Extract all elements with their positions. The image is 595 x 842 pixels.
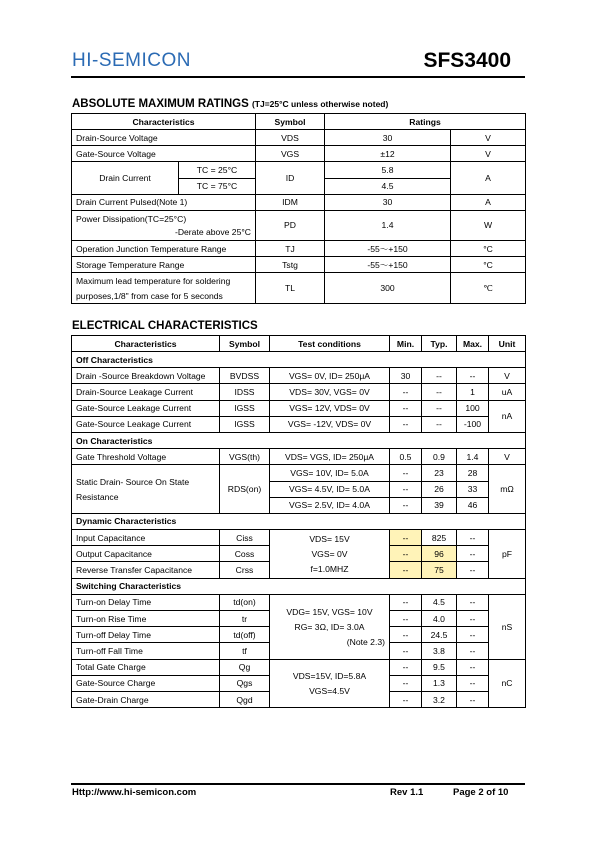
amr-header-ratings: Ratings (325, 114, 526, 130)
ec-max: -- (457, 627, 489, 643)
ec-row-idss (72, 384, 526, 400)
amr-rating: 30 (325, 194, 451, 210)
amr-char: Gate-Source Voltage (72, 146, 256, 162)
ec-header-max: Max. (457, 336, 489, 352)
ec-max: -- (457, 659, 489, 675)
ec-char: Turn-on Delay Time (72, 594, 220, 610)
ec-condition: VDS= 30V, VGS= 0V (270, 384, 390, 400)
ec-cond-line1: VDS= 15V (309, 533, 350, 544)
amr-rating: ±12 (325, 146, 451, 162)
ec-section-switching (72, 578, 526, 594)
ec-symbol: Qgs (220, 675, 270, 691)
ec-row-qg (72, 659, 526, 675)
ec-header-unit: Unit (489, 336, 526, 352)
amr-row-tstg (72, 257, 526, 273)
amr-char: Drain Current Pulsed(Note 1) (72, 194, 256, 210)
ec-max: -- (457, 594, 489, 610)
amr-title: ABSOLUTE MAXIMUM RATINGS (72, 98, 249, 110)
ec-typ: 24.5 (422, 627, 457, 643)
ec-max: 100 (457, 400, 489, 416)
ec-symbol: Coss (220, 546, 270, 562)
ec-typ: -- (422, 368, 457, 384)
ec-max: -- (457, 562, 489, 578)
ec-section-title: ELECTRICAL CHARACTERISTICS (72, 320, 258, 332)
ec-symbol: Ciss (220, 530, 270, 546)
ec-symbol: RDS(on) (220, 465, 270, 514)
amr-char: Drain Current (72, 162, 179, 194)
ec-char: Drain-Source Leakage Current (72, 384, 220, 400)
ec-char: Gate-Source Charge (72, 675, 220, 691)
ec-char: Turn-off Delay Time (72, 627, 220, 643)
ec-section-off (72, 352, 526, 368)
ec-char-line2: Resistance (76, 491, 119, 502)
amr-char-line2: -Derate above 25°C (174, 226, 252, 237)
amr-unit: A (451, 162, 526, 194)
ec-min: -- (390, 675, 422, 691)
footer-rule (71, 783, 525, 785)
ec-cond-line1: VDS=15V, ID=5.8A (292, 670, 367, 681)
ec-typ: 4.0 (422, 611, 457, 627)
amr-unit: ℃ (451, 273, 526, 304)
ec-unit: uA (489, 384, 526, 400)
ec-min: 0.5 (390, 449, 422, 465)
amr-symbol: VDS (256, 130, 325, 146)
ec-cond-line3: (Note 2.3) (346, 636, 385, 647)
footer-url[interactable]: Http://www.hi-semicon.com (72, 787, 197, 798)
amr-char-line1: Power Dissipation(TC=25°C) (76, 213, 187, 224)
ec-symbol: Crss (220, 562, 270, 578)
ec-typ: 9.5 (422, 659, 457, 675)
amr-header-symbol: Symbol (256, 114, 325, 130)
ec-cond-line2: RG= 3Ω, ID= 3.0A (294, 621, 365, 632)
amr-rating: 1.4 (325, 210, 451, 240)
ec-header-typ: Typ. (422, 336, 457, 352)
section-label: Off Characteristics (72, 352, 526, 368)
ec-min: -- (390, 481, 422, 497)
ec-row-vgsth (72, 449, 526, 465)
ec-typ: 3.2 (422, 691, 457, 707)
ec-typ: -- (422, 384, 457, 400)
amr-symbol: VGS (256, 146, 325, 162)
ec-symbol: IGSS (220, 400, 270, 416)
ec-char-line1: Static Drain- Source On State (76, 476, 190, 487)
ec-char: Gate Threshold Voltage (72, 449, 220, 465)
ec-min: -- (390, 530, 422, 546)
ec-min: -- (390, 659, 422, 675)
ec-char: Drain -Source Breakdown Voltage (72, 368, 220, 384)
ec-char: Output Capacitance (72, 546, 220, 562)
amr-rating: 300 (325, 273, 451, 304)
ec-condition: VGS= 4.5V, ID= 5.0A (270, 481, 390, 497)
ec-condition (270, 530, 390, 579)
company-logo: HI-SEMICON (72, 50, 191, 71)
ec-condition (270, 594, 390, 659)
amr-row-tl (72, 273, 526, 304)
amr-unit: °C (451, 257, 526, 273)
ec-char: Turn-on Rise Time (72, 611, 220, 627)
ec-char: Gate-Source Leakage Current (72, 416, 220, 432)
ec-cond-line2: VGS=4.5V (309, 685, 350, 696)
amr-unit: V (451, 130, 526, 146)
ec-symbol: td(on) (220, 594, 270, 610)
ec-row-bvdss (72, 368, 526, 384)
ec-unit: nC (489, 659, 526, 708)
ec-header-min: Min. (390, 336, 422, 352)
ec-min: -- (390, 611, 422, 627)
ec-typ: 26 (422, 481, 457, 497)
ec-min: -- (390, 497, 422, 513)
ec-symbol: td(off) (220, 627, 270, 643)
amr-char-line2: purposes,1/8" from case for 5 seconds (76, 290, 223, 301)
ec-min: -- (390, 562, 422, 578)
header-rule (71, 76, 525, 78)
ec-char (72, 465, 220, 514)
ec-typ: 23 (422, 465, 457, 481)
amr-symbol: TJ (256, 240, 325, 256)
ec-row-ciss (72, 530, 526, 546)
amr-char: Storage Temperature Range (72, 257, 256, 273)
amr-symbol: PD (256, 210, 325, 240)
amr-row-idm (72, 194, 526, 210)
ec-min: -- (390, 400, 422, 416)
ec-condition: VGS= 2.5V, ID= 4.0A (270, 497, 390, 513)
amr-rating: 30 (325, 130, 451, 146)
ec-header-char: Characteristics (72, 336, 220, 352)
ec-min: -- (390, 643, 422, 659)
ec-typ: 4.5 (422, 594, 457, 610)
ec-row-rds1 (72, 465, 526, 481)
ec-max: 28 (457, 465, 489, 481)
ec-symbol: tr (220, 611, 270, 627)
amr-row-id-25 (72, 162, 526, 178)
electrical-characteristics-table (71, 335, 526, 708)
ec-char: Input Capacitance (72, 530, 220, 546)
amr-unit: W (451, 210, 526, 240)
ec-typ: 0.9 (422, 449, 457, 465)
amr-symbol: Tstg (256, 257, 325, 273)
section-label: Switching Characteristics (72, 578, 526, 594)
ec-max: -- (457, 691, 489, 707)
ec-typ: 825 (422, 530, 457, 546)
part-number: SFS3400 (423, 49, 511, 72)
ec-typ: 1.3 (422, 675, 457, 691)
amr-char-line1: Maximum lead temperature for soldering (76, 275, 231, 286)
ec-symbol: VGS(th) (220, 449, 270, 465)
ec-min: -- (390, 465, 422, 481)
ec-min: -- (390, 691, 422, 707)
ec-symbol: Qg (220, 659, 270, 675)
ec-row-igss-rev (72, 416, 526, 432)
amr-condition: TC = 25°C (179, 162, 256, 178)
ec-symbol: BVDSS (220, 368, 270, 384)
amr-unit: V (451, 146, 526, 162)
ec-max: 33 (457, 481, 489, 497)
amr-rating: -55～+150 (325, 257, 451, 273)
amr-rating: 4.5 (325, 178, 451, 194)
ec-cond-line2: VGS= 0V (311, 548, 348, 559)
ec-unit: nS (489, 594, 526, 659)
ec-condition: VGS= 10V, ID= 5.0A (270, 465, 390, 481)
ec-typ: 39 (422, 497, 457, 513)
ec-min: 30 (390, 368, 422, 384)
amr-header-char: Characteristics (72, 114, 256, 130)
ec-max: 46 (457, 497, 489, 513)
ec-typ: -- (422, 400, 457, 416)
ec-typ: 3.8 (422, 643, 457, 659)
section-label: On Characteristics (72, 432, 526, 448)
amr-symbol: ID (256, 162, 325, 194)
ec-header-cond: Test conditions (270, 336, 390, 352)
ec-max: 1.4 (457, 449, 489, 465)
section-label: Dynamic Characteristics (72, 513, 526, 529)
amr-row-tj (72, 240, 526, 256)
amr-condition: TC = 75°C (179, 178, 256, 194)
ec-char: Reverse Transfer Capacitance (72, 562, 220, 578)
ec-row-igss-fwd (72, 400, 526, 416)
ec-condition: VDS= VGS, ID= 250μA (270, 449, 390, 465)
footer-page-number: Page 2 of 10 (453, 787, 509, 798)
ec-max: -- (457, 611, 489, 627)
ec-cond-line1: VDG= 15V, VGS= 10V (286, 606, 373, 617)
ec-symbol: IGSS (220, 416, 270, 432)
amr-unit: A (451, 194, 526, 210)
ec-section-dynamic (72, 513, 526, 529)
ec-max: -100 (457, 416, 489, 432)
ec-symbol: IDSS (220, 384, 270, 400)
ec-symbol: tf (220, 643, 270, 659)
ec-typ: -- (422, 416, 457, 432)
amr-char (72, 273, 256, 304)
amr-subtitle: (TJ=25°C unless otherwise noted) (251, 99, 389, 109)
ec-min: -- (390, 627, 422, 643)
ec-char: Turn-off Fall Time (72, 643, 220, 659)
ec-max: -- (457, 530, 489, 546)
ec-unit: V (489, 449, 526, 465)
ec-condition: VGS= -12V, VDS= 0V (270, 416, 390, 432)
ec-header-row (72, 336, 526, 352)
amr-unit: °C (451, 240, 526, 256)
ec-min: -- (390, 546, 422, 562)
amr-char (72, 210, 256, 240)
ec-unit: mΩ (489, 465, 526, 514)
ec-header-symbol: Symbol (220, 336, 270, 352)
ec-unit: V (489, 368, 526, 384)
ec-min: -- (390, 416, 422, 432)
ec-row-tdon (72, 594, 526, 610)
amr-rating: -55～+150 (325, 240, 451, 256)
ec-condition: VGS= 12V, VDS= 0V (270, 400, 390, 416)
ec-symbol: Qgd (220, 691, 270, 707)
amr-header-row (72, 114, 526, 130)
absolute-max-ratings-table (71, 113, 526, 304)
ec-cond-line3: f=1.0MHZ (310, 563, 349, 574)
ec-min: -- (390, 594, 422, 610)
ec-max: -- (457, 368, 489, 384)
amr-symbol: TL (256, 273, 325, 304)
ec-unit: nA (489, 400, 526, 432)
amr-row-vds (72, 130, 526, 146)
ec-char: Gate-Drain Charge (72, 691, 220, 707)
amr-rating: 5.8 (325, 162, 451, 178)
ec-max: -- (457, 675, 489, 691)
ec-char: Total Gate Charge (72, 659, 220, 675)
ec-max: -- (457, 643, 489, 659)
ec-max: -- (457, 546, 489, 562)
ec-condition (270, 659, 390, 708)
ec-condition: VGS= 0V, ID= 250μA (270, 368, 390, 384)
ec-max: 1 (457, 384, 489, 400)
ec-section-on (72, 432, 526, 448)
amr-section-title (72, 98, 388, 110)
amr-row-vgs (72, 146, 526, 162)
ec-min: -- (390, 384, 422, 400)
amr-row-pd (72, 210, 526, 240)
amr-char: Operation Junction Temperature Range (72, 240, 256, 256)
ec-typ: 75 (422, 562, 457, 578)
amr-char: Drain-Source Voltage (72, 130, 256, 146)
amr-symbol: IDM (256, 194, 325, 210)
ec-unit: pF (489, 530, 526, 579)
ec-char: Gate-Source Leakage Current (72, 400, 220, 416)
ec-typ: 96 (422, 546, 457, 562)
footer-revision: Rev 1.1 (390, 787, 424, 798)
